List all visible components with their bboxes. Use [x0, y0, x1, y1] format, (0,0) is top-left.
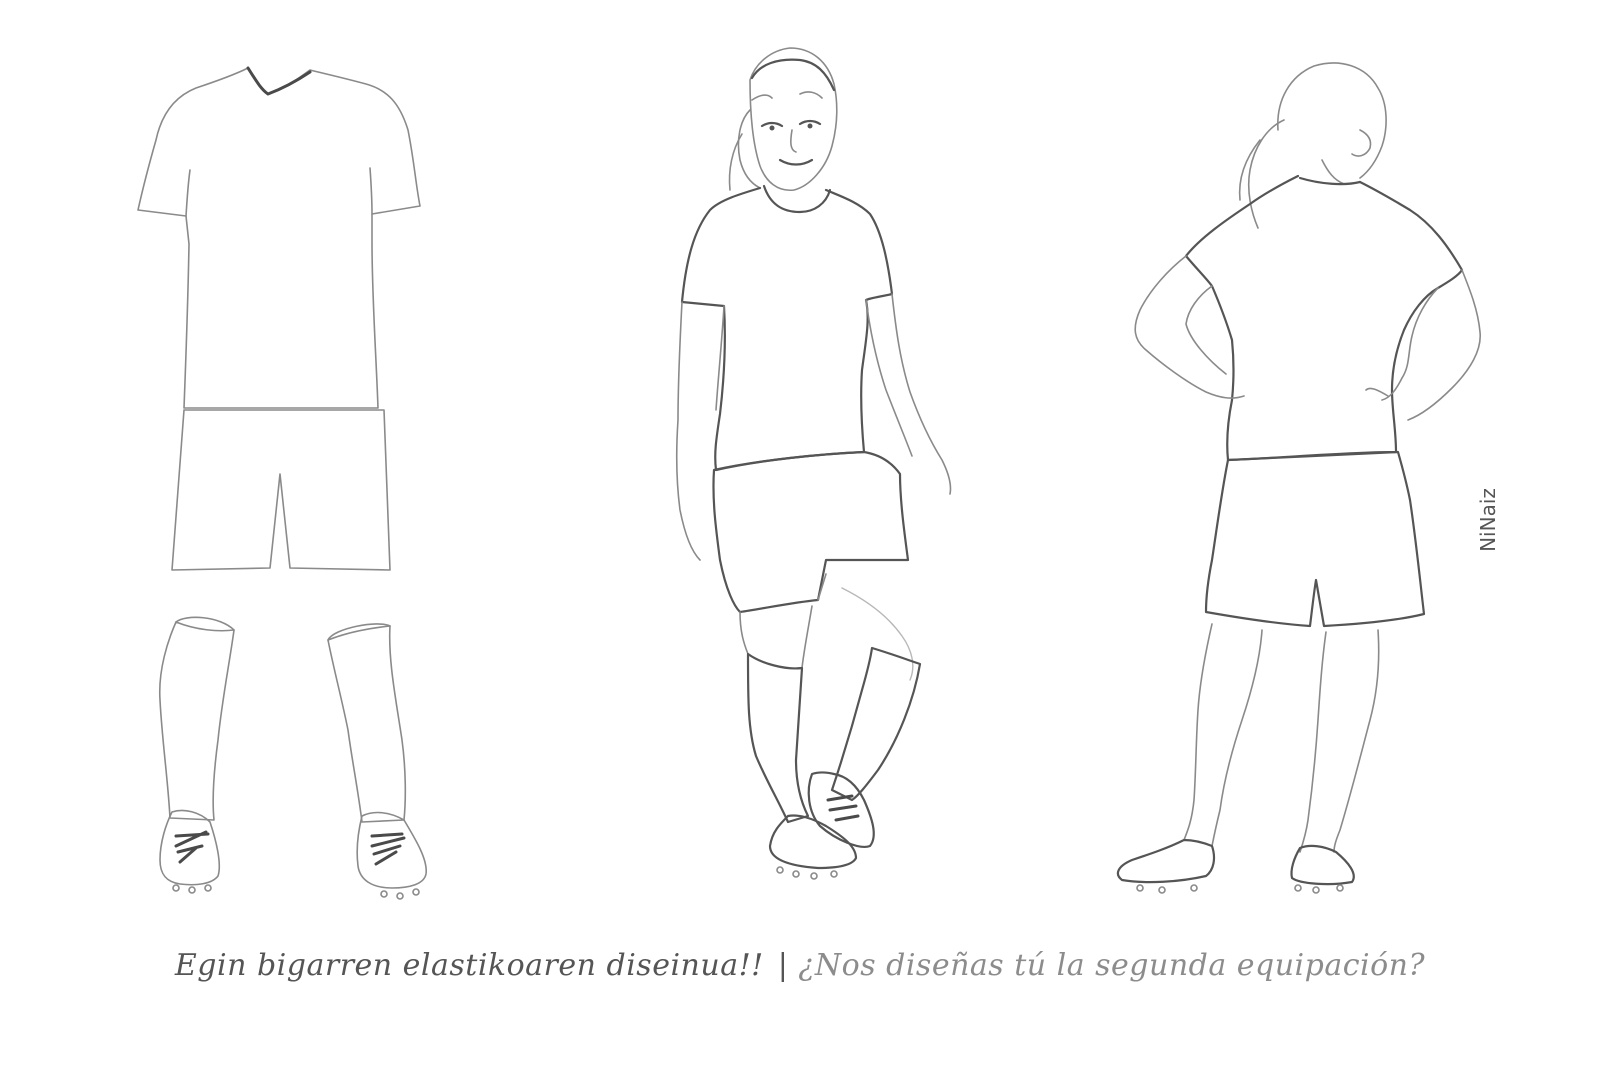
- blank-kit: [138, 68, 426, 899]
- caption-spanish: ¿Nos diseñas tú la segunda equipación?: [798, 948, 1426, 983]
- caption-basque: Egin bigarren elastikoaren diseinua!!: [174, 948, 764, 983]
- caption-separator: |: [777, 948, 789, 983]
- back-arm-right: [1366, 270, 1480, 420]
- kit-shorts: [172, 410, 390, 570]
- caption: [0, 948, 1600, 983]
- kit-boot-left: [160, 810, 219, 893]
- back-head: [1240, 63, 1386, 228]
- back-leg-right: [1291, 630, 1378, 893]
- player-back: [1118, 63, 1480, 893]
- front-shirt: [682, 186, 892, 470]
- player-front: [677, 48, 951, 879]
- back-shorts: [1206, 452, 1424, 626]
- kit-sock-left: [160, 617, 234, 820]
- front-head: [730, 48, 837, 190]
- kit-shirt: [138, 68, 420, 408]
- front-leg-right: [809, 588, 920, 847]
- front-arm-right: [866, 294, 951, 494]
- back-shirt: [1186, 176, 1462, 460]
- kit-sock-right: [328, 624, 405, 822]
- artist-signature: NiNaiz: [1476, 488, 1500, 552]
- kit-boot-right: [357, 813, 426, 899]
- back-leg-left: [1118, 624, 1262, 893]
- front-shorts: [713, 452, 908, 612]
